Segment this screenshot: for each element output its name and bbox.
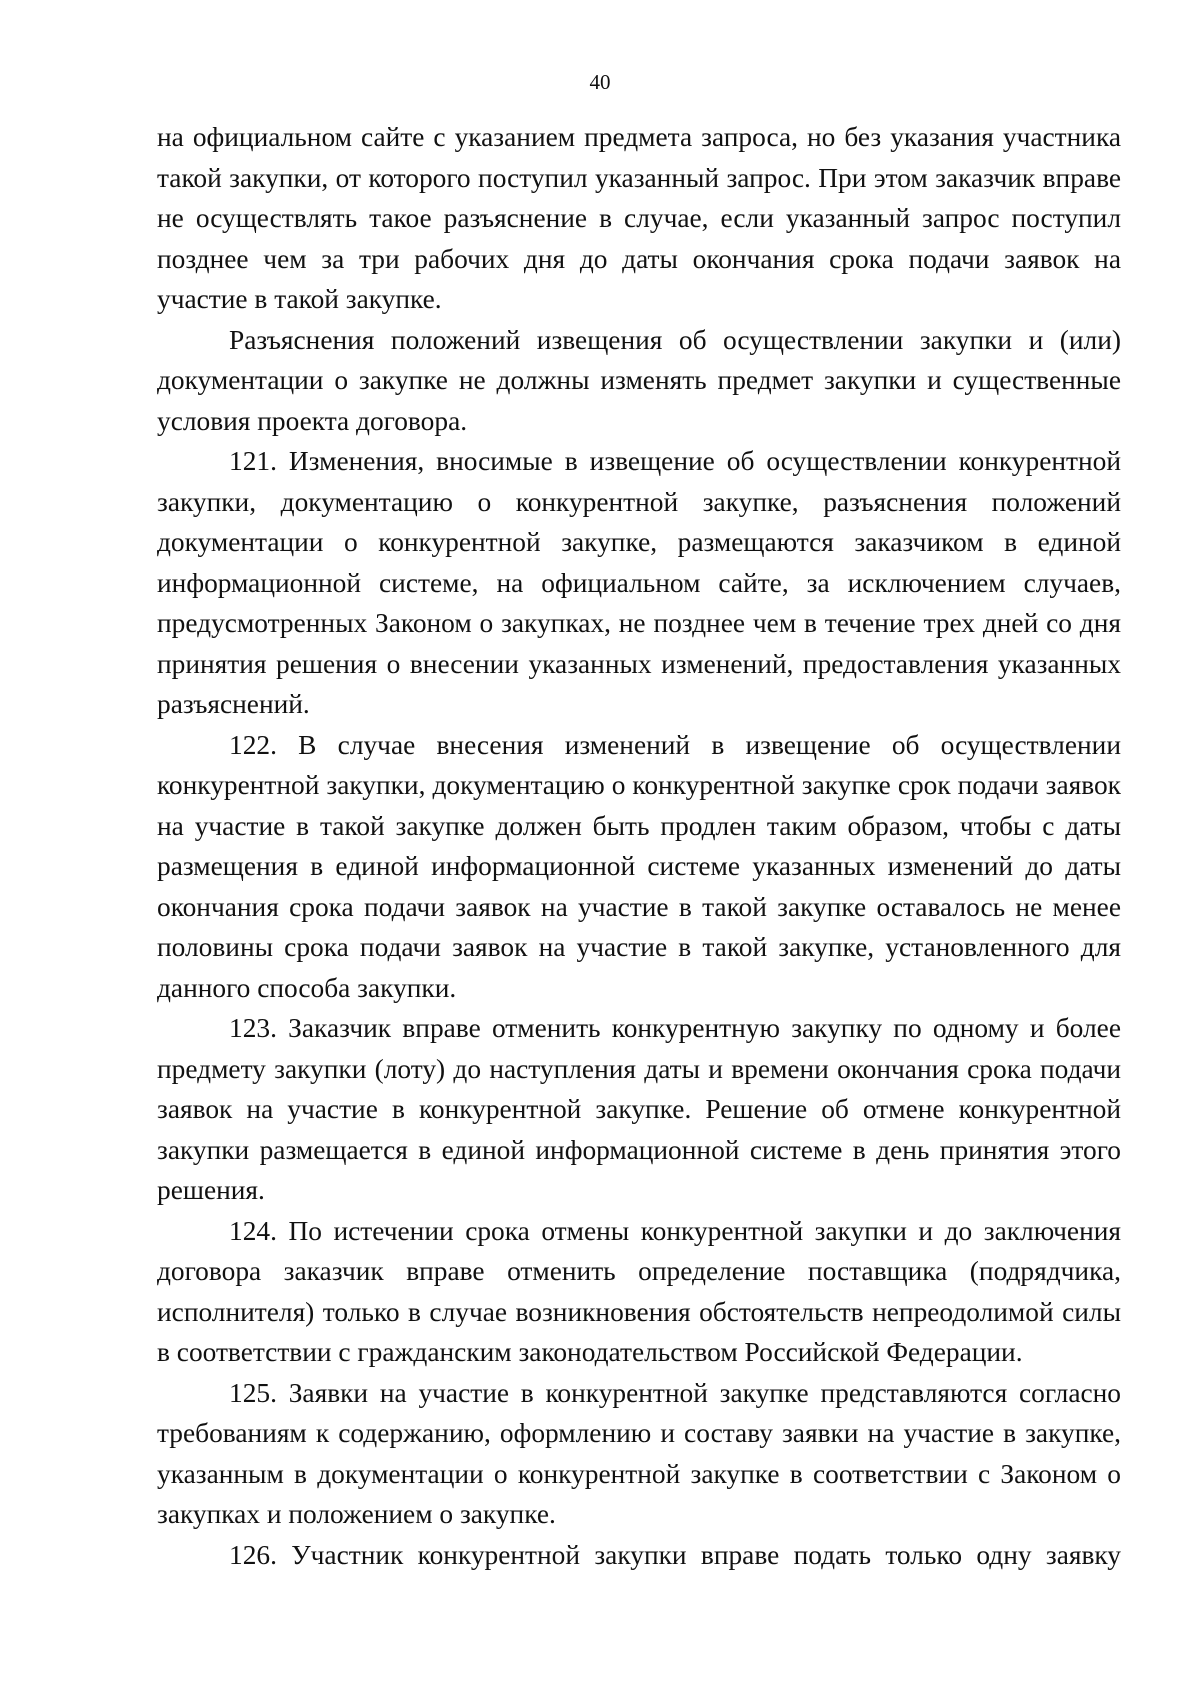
paragraph-126: 126. Участник конкурентной закупки вправе подать только одну заявку	[229, 1539, 1121, 1570]
page-number: 40	[589, 70, 611, 94]
paragraph-123: 123. Заказчик вправе отменить конкурентную закупку по одному и более предмету закупки (лоту) до наступления даты и времени окончания срока подачи заявок на участие в конкурентной закупке. Решение об отмене конкурентной закупки размещается в единой информационной системе в день принятия этого решения.	[157, 1013, 1121, 1205]
paragraph-clarifications: Разъяснения положений извещения об осуществлении закупки и (или) документации о закупке не должны изменять предмет закупки и существенные условия проекта договора.	[157, 324, 1121, 436]
paragraph-124: 124. По истечении срока отмены конкурентной закупки и до заключения договора заказчик вправе отменить определение поставщика (подрядчика, исполнителя) только в случае возникновения обстоятельств непреодолимой силы в соответствии с гражданским законодательством Российской Федерации.	[157, 1215, 1121, 1367]
paragraph-125: 125. Заявки на участие в конкурентной закупке представляются согласно требованиям к содержанию, оформлению и составу заявки на участие в закупке, указанным в документации о конкурентной закупке в соответствии с Законом о закупках и положением о закупке.	[157, 1377, 1121, 1529]
paragraph-121: 121. Изменения, вносимые в извещение об осуществлении конкурентной закупки, документацию о конкурентной закупке, разъяснения положений документации о конкурентной закупке, размещаются заказчиком в единой информационной системе, на официальном сайте, за исключением случаев, предусмотренных Законом о закупках, не позднее чем в течение трех дней со дня принятия решения о внесении указанных изменений, предоставления указанных разъяснений.	[157, 446, 1121, 719]
paragraph-122: 122. В случае внесения изменений в извещение об осуществлении конкурентной закупки, документацию о конкурентной закупке срок подачи заявок на участие в такой закупке должен быть продлен таким образом, чтобы с даты размещения в единой информационной системе указанных изменений до даты окончания срока подачи заявок на участие в такой закупке оставалось не менее половины срока подачи заявок на участие в такой закупке, установленного для данного способа закупки.	[157, 729, 1121, 1003]
paragraph-continuation: на официальном сайте с указанием предмета запроса, но без указания участника такой закупки, от которого поступил указанный запрос. При этом заказчик вправе не осуществлять такое разъяснение в случае, если указанный запрос поступил позднее чем за три рабочих дня до даты окончания срока подачи заявок на участие в такой закупке.	[157, 122, 1121, 314]
document-body	[157, 117, 1121, 1575]
